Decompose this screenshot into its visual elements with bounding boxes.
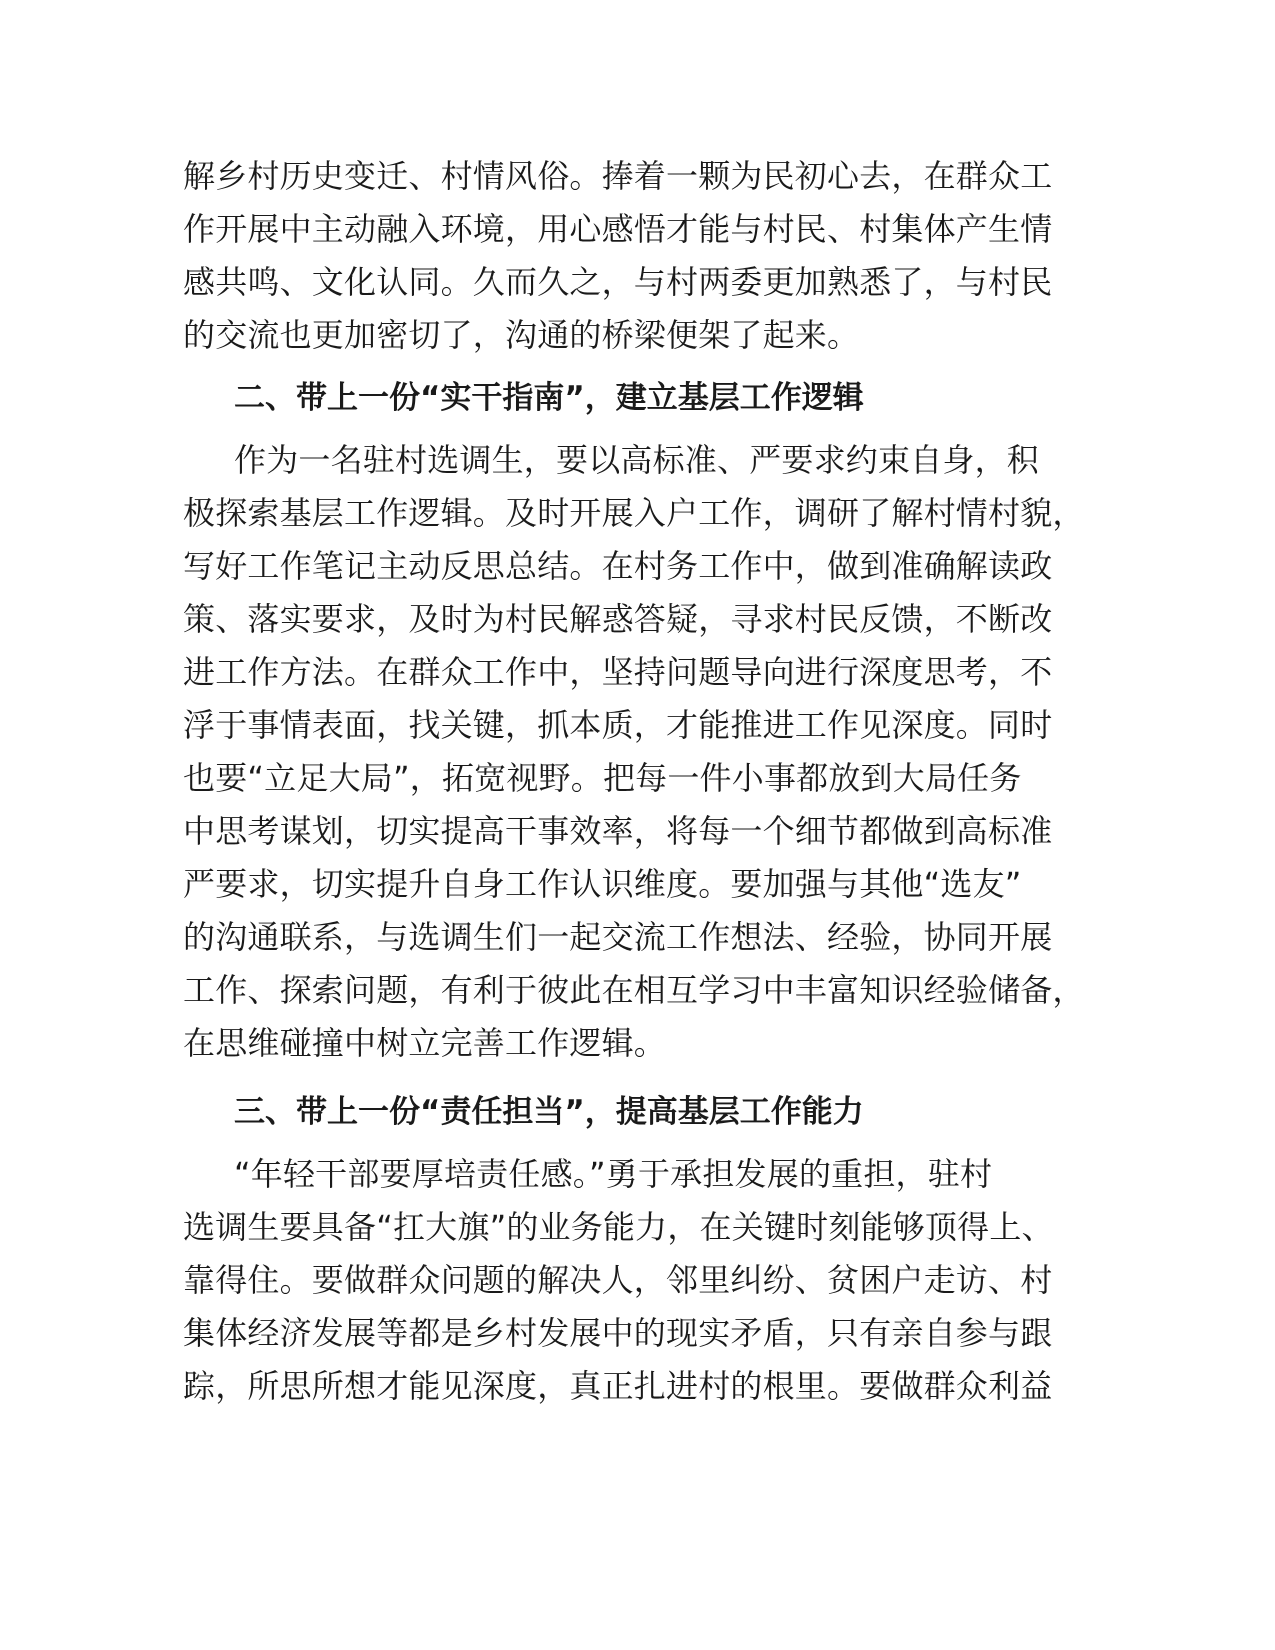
text-line: 集体经济发展等都是乡村发展中的现实矛盾，只有亲自参与跟 [183, 1314, 1053, 1352]
text-line: 严要求，切实提升自身工作认识维度。要加强与其他“选友” [183, 865, 1022, 903]
text-line: 进工作方法。在群众工作中，坚持问题导向进行深度思考，不 [183, 653, 1053, 691]
paragraph [183, 1148, 1083, 1413]
text-line: 靠得住。要做群众问题的解决人，邻里纠纷、贫困户走访、村 [183, 1261, 1053, 1299]
text-line: 选调生要具备“扛大旗”的业务能力，在关键时刻能够顶得上、 [183, 1208, 1054, 1246]
text-line: 感共鸣、文化认同。久而久之，与村两委更加熟悉了，与村民 [183, 263, 1053, 301]
text-line: 作开展中主动融入环境，用心感悟才能与村民、村集体产生情 [183, 210, 1053, 248]
text-line: 的沟通联系，与选调生们一起交流工作想法、经验，协同开展 [183, 918, 1053, 956]
text-line: 也要“立足大局”，拓宽视野。把每一件小事都放到大局任务 [183, 759, 1022, 797]
text-line: 工作、探索问题，有利于彼此在相互学习中丰富知识经验储备， [183, 971, 1085, 1009]
text-line: 中思考谋划，切实提高干事效率，将每一个细节都做到高标准 [183, 812, 1053, 850]
section-heading-3: 三、带上一份“责任担当”，提高基层工作能力 [234, 1094, 864, 1130]
text-line: 踪，所思所想才能见深度，真正扎进村的根里。要做群众利益 [183, 1367, 1053, 1405]
text-line: 极探索基层工作逻辑。及时开展入户工作，调研了解村情村貌， [183, 494, 1085, 532]
text-line: 在思维碰撞中树立完善工作逻辑。 [183, 1024, 667, 1062]
text-line: 策、落实要求，及时为村民解惑答疑，寻求村民反馈，不断改 [183, 600, 1053, 638]
document-body [183, 150, 1083, 1413]
text-line: 的交流也更加密切了，沟通的桥梁便架了起来。 [183, 316, 860, 354]
paragraph [183, 434, 1083, 1070]
text-line: 写好工作笔记主动反思总结。在村务工作中，做到准确解读政 [183, 547, 1053, 585]
paragraph [183, 150, 1083, 362]
text-line: 浮于事情表面，找关键，抓本质，才能推进工作见深度。同时 [183, 706, 1053, 744]
section-heading-2: 二、带上一份“实干指南”，建立基层工作逻辑 [234, 380, 864, 416]
text-line: 作为一名驻村选调生，要以高标准、严要求约束自身，积 [234, 441, 1040, 479]
text-line: “年轻干部要厚培责任感。”勇于承担发展的重担，驻村 [234, 1155, 993, 1193]
text-line: 解乡村历史变迁、村情风俗。捧着一颗为民初心去，在群众工 [183, 157, 1053, 195]
